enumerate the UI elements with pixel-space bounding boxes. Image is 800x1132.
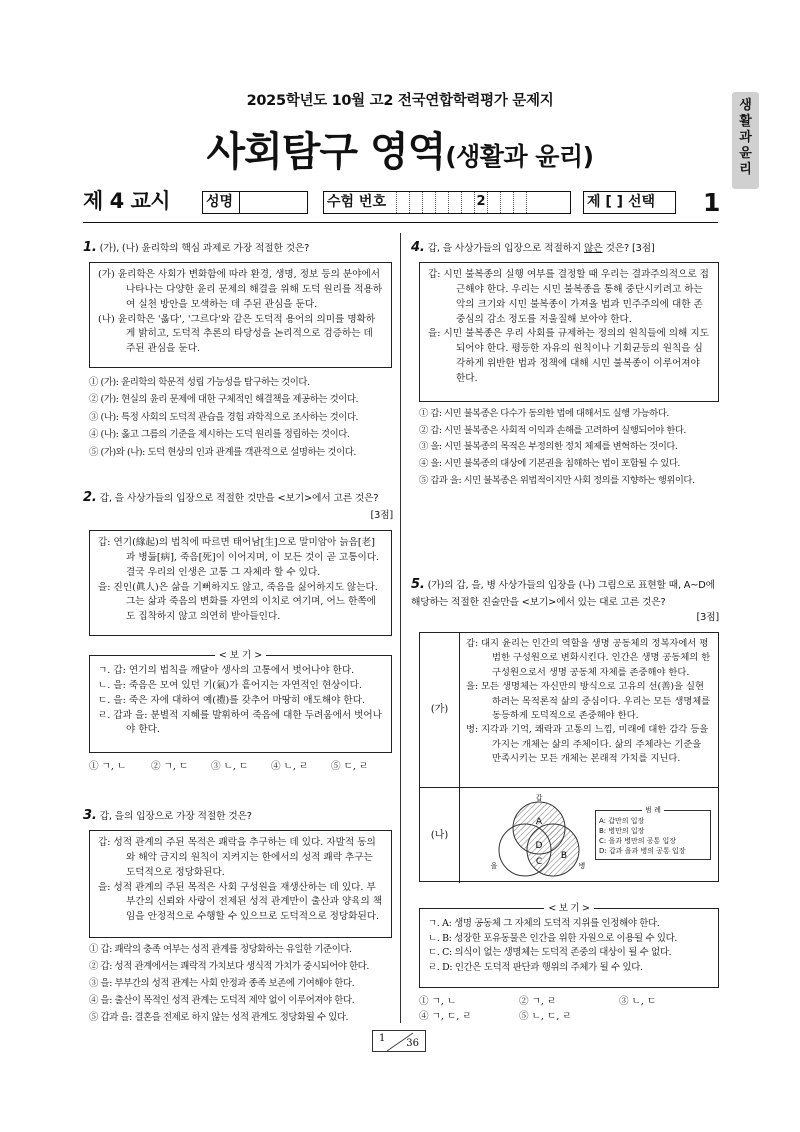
total-pages: 36 xyxy=(406,1037,419,1049)
exam-number-digit xyxy=(435,192,448,213)
bogi-label: < 보 기 > xyxy=(215,650,266,661)
question-1 xyxy=(83,238,391,258)
bogi-item: ㄱ. A: 생명 공동체 그 자체의 도덕적 지위를 인정해야 한다. xyxy=(428,918,660,929)
q1-choices xyxy=(89,374,394,461)
legend-item: D: 갑과 을과 병의 공통 입장 xyxy=(599,847,686,856)
question-stem-text: 갑, 을 사상가들의 입장으로 적절하지 xyxy=(427,243,585,254)
venn-region-a-label: A xyxy=(535,817,543,827)
passage-paragraph: 갑: 성적 관계의 주된 목적은 쾌락을 추구하는 데 있다. 자발적 동의와 해악 금지의 원칙이 지켜지는 한에서의 성적 쾌락 추구는 도덕적으로 정당화된다. xyxy=(98,837,376,878)
answer-choice[interactable]: ④ 을: 출산이 목적인 성적 관계는 도덕적 제약 없이 이루어져야 한다. xyxy=(89,994,355,1006)
answer-choice[interactable]: ③ ㄴ, ㄷ xyxy=(619,996,657,1007)
passage-paragraph: 을: 진인(眞人)은 삶을 기뻐하지도 않고, 죽음을 싫어하지도 않는다. 그는 삶과 죽음의 변화를 자연의 이치로 여기며, 어느 한쪽에도 집착하지 않고 의연히 받아들인다. xyxy=(98,581,378,623)
exam-number-digit xyxy=(461,192,474,213)
q5-bogi-box xyxy=(419,903,719,988)
page-indicator xyxy=(372,1030,426,1052)
answer-choice[interactable]: ① (가): 윤리학의 학문적 성립 가능성을 탐구하는 것이다. xyxy=(89,377,310,388)
exam-number-digit xyxy=(448,192,461,213)
q5-choices xyxy=(419,994,719,1025)
venn-diagram xyxy=(464,790,614,880)
passage-paragraph: 갑: 연기(緣起)의 법칙에 따르면 태어남[生]으로 말미암아 늙음[老]과 병듦[病], 죽음[死]이 이어지며, 이 모든 것이 곧 고통이다. 결국 우리의 인생은 고통 그 자체라 할 수 있다. xyxy=(98,537,380,578)
name-label: 성명 xyxy=(206,194,234,210)
venn-legend xyxy=(595,806,711,860)
question-stem-text: 것은? xyxy=(602,243,630,254)
name-box xyxy=(202,191,308,214)
answer-choice[interactable]: ① ㄱ, ㄴ xyxy=(89,761,127,772)
question-points: [3점] xyxy=(370,510,393,522)
exam-number-digit xyxy=(409,192,422,213)
venn-label-eul: 을 xyxy=(490,862,498,870)
q5-passage xyxy=(466,637,712,767)
answer-choice[interactable]: ② ㄱ, ㄹ xyxy=(519,996,557,1007)
legend-item: C: 을과 병만의 공통 입장 xyxy=(599,837,677,846)
exam-title xyxy=(0,121,800,183)
question-number: 1. xyxy=(83,240,97,255)
exam-title-main: 사회탐구 영역 xyxy=(206,129,446,175)
question-stem xyxy=(83,238,391,258)
answer-choice[interactable]: ④ ㄱ, ㄷ, ㄹ xyxy=(419,1011,472,1023)
question-stem-emphasis: 않은 xyxy=(584,243,603,254)
question-stem xyxy=(411,238,719,258)
exam-number-label: 수험 번호 xyxy=(327,194,386,210)
answer-choice[interactable]: ⑤ 갑과 을: 시민 불복종은 위법적이지만 사회 정의를 지향하는 행위이다. xyxy=(419,474,695,486)
bogi-label: < 보 기 > xyxy=(544,903,593,914)
answer-choice[interactable]: ① 갑: 쾌락의 충족 여부는 성적 관계를 정당화하는 유일한 기준이다. xyxy=(89,944,352,955)
passage-paragraph: 갑: 대지 윤리는 인간의 역할을 생명 공동체의 정복자에서 평범한 구성원으로 변화시킨다. 인간은 생명 공동체의 한 구성원으로서 생명 공동체 자체를 존중해야 한다. xyxy=(466,638,711,678)
answer-choice[interactable]: ④ (나): 옳고 그름의 기준을 제시하는 도덕 원리를 정립하는 것이다. xyxy=(89,429,350,441)
exam-number-digit xyxy=(500,192,513,213)
question-4 xyxy=(411,238,719,258)
answer-choice[interactable]: ③ 을: 부부간의 성적 관계는 사회 안정과 종족 보존에 기여해야 한다. xyxy=(89,977,355,989)
q2-passage-box xyxy=(89,530,392,636)
passage-paragraph: 을: 성적 관계의 주된 목적은 사회 구성원을 재생산하는 데 있다. 부부간의 신뢰와 사랑이 전제된 성적 관계만이 출산과 양육의 책임을 안정적으로 수행할 수 있으므로 도덕적으로 정당화된다. xyxy=(98,881,383,923)
venn-label-gap: 갑 xyxy=(535,794,543,802)
question-stem xyxy=(83,488,393,508)
passage-paragraph: 을: 모든 생명체는 자신만의 방식으로 고유의 선(善)을 실현하려는 목적론적 삶의 중심이다. 우리는 모든 생명체를 동등하게 도덕적으로 존중해야 한다. xyxy=(466,681,711,722)
exam-period: 제 4 교시 xyxy=(83,189,171,213)
bogi-item: ㄴ. B: 성장한 포유동물은 인간을 위한 자원으로 이용될 수 있다. xyxy=(428,932,678,944)
legend-title: 범 례 xyxy=(642,806,664,814)
exam-number-digit xyxy=(396,192,409,213)
exam-number-box xyxy=(323,191,571,214)
answer-choice[interactable]: ③ ㄴ, ㄷ xyxy=(211,761,249,772)
q2-choices xyxy=(89,760,389,775)
row-label: (가) xyxy=(420,633,460,787)
exam-number-digit xyxy=(487,192,500,213)
exam-number-digit xyxy=(513,192,526,213)
answer-choice[interactable]: ① ㄱ, ㄴ xyxy=(419,996,457,1007)
exam-number-cells xyxy=(396,192,539,213)
q3-choices xyxy=(89,942,394,1027)
side-tab-label: 생활과 윤리 xyxy=(739,98,752,177)
q3-passage-box xyxy=(89,830,392,938)
question-stem-text: (가)의 갑, 을, 병 사상가들의 입장을 (나) 그림으로 표현할 때, A~D에 해당하는 적절한 진술만을 <보기>에서 있는 대로 고른 것은? xyxy=(411,580,715,609)
passage-paragraph: (가) 윤리학은 사회가 변화함에 따라 환경, 생명, 정보 등의 분야에서 나타나는 다양한 윤리 문제의 해결을 위해 도덕 원리를 적용하여 실천 방안을 모색하는 데 주된 관심을 둔다. xyxy=(98,269,383,310)
q5-table xyxy=(419,632,719,882)
venn-region-c-label: C xyxy=(535,857,543,867)
question-number: 2. xyxy=(83,490,97,505)
exam-number-digit xyxy=(422,192,435,213)
q4-choices xyxy=(419,406,721,490)
legend-item: A: 갑만의 입장 xyxy=(599,817,645,825)
answer-choice[interactable]: ③ (나): 특정 사회의 도덕적 관습을 경험 과학적으로 조사하는 것이다. xyxy=(89,411,359,423)
row-label: (나) xyxy=(420,788,460,883)
question-points: [3점] xyxy=(631,243,655,254)
answer-choice[interactable]: ⑤ ㄴ, ㄷ, ㄹ xyxy=(519,1011,572,1023)
question-3 xyxy=(83,806,391,826)
answer-choice[interactable]: ② 갑: 성적 관계에서는 쾌락적 가치보다 생식적 가치가 중시되어야 한다. xyxy=(89,960,369,972)
venn-region-d-label: D xyxy=(535,841,543,851)
subject-side-tab xyxy=(732,92,759,189)
question-stem-text: (가), (나) 윤리학의 핵심 과제로 가장 적절한 것은? xyxy=(99,243,310,254)
question-stem-text: 갑, 을 사상가들의 입장으로 적절한 것만을 <보기>에서 고른 것은? xyxy=(99,493,379,504)
passage-paragraph: 병: 지각과 기억, 쾌락과 고통의 느낌, 미래에 대한 감각 등을 가지는 개체는 삶의 주체이다. 삶의 주체라는 기준을 만족시키는 모든 개체는 본래적 가치를 지닌다. xyxy=(466,724,709,765)
question-stem xyxy=(83,806,391,826)
column-divider xyxy=(400,233,401,1023)
exam-number-digit xyxy=(526,192,539,213)
question-number: 3. xyxy=(83,808,97,823)
q4-passage-box xyxy=(419,262,719,402)
exam-number-digit: 2 xyxy=(474,192,487,213)
question-5 xyxy=(411,575,719,625)
q5-row-ga xyxy=(420,633,718,788)
venn-region-b-label: B xyxy=(560,851,568,861)
bogi-item: ㄷ. C: 의식이 없는 생명체는 도덕적 존중의 대상이 될 수 없다. xyxy=(428,947,672,959)
question-stem-text: 갑, 을의 입장으로 가장 적절한 것은? xyxy=(99,811,252,822)
question-2 xyxy=(83,488,393,523)
answer-choice[interactable]: ② 갑: 시민 불복종은 사회적 이익과 손해를 고려하여 실행되어야 한다. xyxy=(419,424,686,436)
answer-choice[interactable]: ④ 을: 시민 불복종의 대상에 기본권을 침해하는 법이 포함될 수 있다. xyxy=(419,458,680,470)
answer-choice[interactable]: ⑤ ㄷ, ㄹ xyxy=(331,761,369,772)
question-number: 5. xyxy=(411,577,425,592)
passage-paragraph: 을: 시민 불복종은 우리 사회를 규제하는 정의의 원칙들에 의해 지도되어야 한다. 평등한 자유의 원칙이나 기회균등의 원칙을 심각하게 위반한 법과 정책에 대해 시민 불복종이 이루어져야 한다. xyxy=(428,328,709,385)
bogi-item: ㄱ. 갑: 연기의 법칙을 깨달아 생사의 고통에서 벗어나야 한다. xyxy=(98,665,355,676)
choice-box xyxy=(583,191,676,214)
exam-subtitle: 2025학년도 10월 고2 전국연합학력평가 문제지 xyxy=(246,93,554,109)
q2-bogi-box xyxy=(89,650,392,753)
venn-label-byeong: 병 xyxy=(578,862,586,870)
bogi-item: ㄴ. 을: 죽음은 모여 있던 기(氣)가 흩어지는 자연적인 현상이다. xyxy=(98,679,362,691)
bogi-item: ㄹ. D: 인간은 도덕적 판단과 행위의 주체가 될 수 있다. xyxy=(428,961,643,973)
answer-choice[interactable]: ⑤ (가)와 (나): 도덕 현상의 인과 관계를 객관적으로 설명하는 것이다. xyxy=(89,446,356,458)
page-number: 1 xyxy=(703,188,721,217)
current-page: 1 xyxy=(379,1033,386,1044)
answer-choice[interactable]: ④ ㄴ, ㄹ xyxy=(271,761,309,772)
question-number: 4. xyxy=(411,240,425,255)
passage-paragraph: 갑: 시민 불복종의 실행 여부를 결정할 때 우리는 결과주의적으로 접근해야 한다. 우리는 시민 불복종을 통해 중단시키려고 하는 악의 크기와 시민 불복종이 가져올 법과 민주주의에 대한 존중심의 감소 정도를 저울질해 보아야 한다. xyxy=(428,269,709,325)
legend-item: B: 병만의 입장 xyxy=(599,827,645,836)
answer-choice[interactable]: ② (가): 현실의 윤리 문제에 대한 구체적인 해결책을 제공하는 것이다. xyxy=(89,394,359,406)
bogi-item: ㄷ. 을: 죽은 자에 대하여 예(禮)를 갖추어 마땅히 애도해야 한다. xyxy=(98,694,366,706)
choice-label: 제 [ ] 선택 xyxy=(587,194,655,210)
bogi-item: ㄹ. 갑과 을: 분별적 지혜를 발휘하여 죽음에 대한 두려움에서 벗어나야 한다. xyxy=(98,709,382,736)
question-points: [3점] xyxy=(696,612,719,624)
passage-paragraph: (나) 윤리학은 '옳다', '그르다'와 같은 도덕적 용어의 의미를 명확하게 밝히고, 도덕적 추론의 타당성을 논리적으로 검증하는 데 주된 관심을 둔다. xyxy=(98,313,376,355)
q5-row-na xyxy=(420,788,718,883)
answer-choice[interactable]: ③ 을: 시민 불복종의 목적은 부정의한 정치 체제를 변혁하는 것이다. xyxy=(419,441,678,453)
answer-choice[interactable]: ② ㄱ, ㄷ xyxy=(151,761,189,772)
question-stem xyxy=(411,575,719,610)
exam-title-sub: (생활과 윤리) xyxy=(445,142,594,171)
header-divider xyxy=(83,222,718,223)
answer-choice[interactable]: ① 갑: 시민 불복종은 다수가 동의한 법에 대해서도 실행 가능하다. xyxy=(419,408,669,419)
answer-choice[interactable]: ⑤ 갑과 을: 결혼을 전제로 하지 않는 성적 관계도 정당화될 수 있다. xyxy=(89,1011,349,1023)
q1-passage-box xyxy=(89,262,392,368)
